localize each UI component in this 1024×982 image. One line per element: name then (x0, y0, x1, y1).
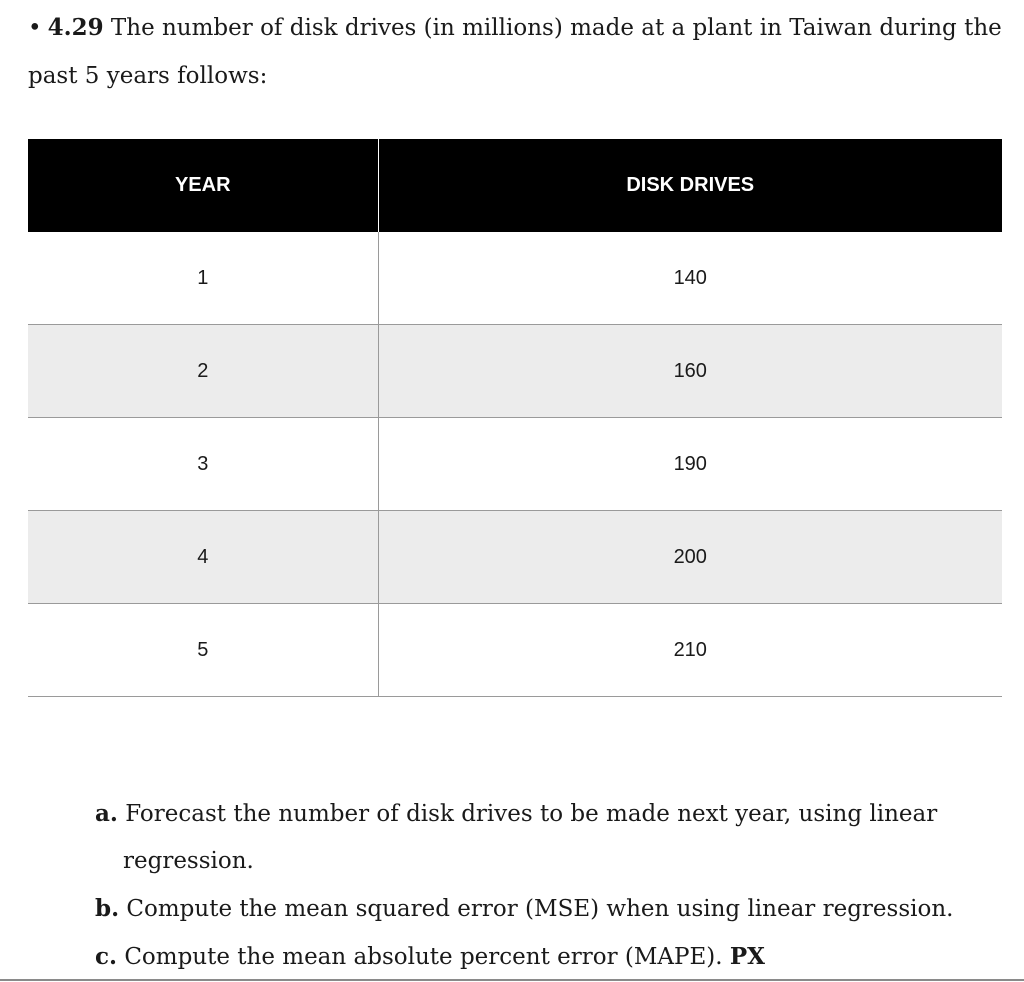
header-disk-drives: DISK DRIVES (378, 139, 1002, 232)
disk-drives-cell: 160 (378, 325, 1002, 418)
year-cell: 3 (28, 418, 378, 511)
problem-number: 4.29 (47, 14, 104, 41)
table-row (28, 232, 1002, 325)
year-cell: 1 (28, 232, 378, 325)
question-tag: PX (729, 943, 766, 970)
question-a (95, 790, 995, 885)
question-list (95, 790, 995, 981)
question-text: Compute the mean squared error (MSE) when using linear regression. (126, 896, 954, 922)
question-label: c. (95, 943, 118, 970)
disk-drives-cell: 200 (378, 511, 1002, 604)
question-b (95, 885, 995, 933)
bullet: • (28, 15, 42, 41)
year-cell: 4 (28, 511, 378, 604)
header-year: YEAR (28, 139, 378, 232)
question-text: Forecast the number of disk drives to be made next year, using linear regression. (123, 801, 938, 874)
year-cell: 2 (28, 325, 378, 418)
table-row (28, 325, 1002, 418)
question-label: a. (95, 800, 118, 827)
disk-drives-cell: 140 (378, 232, 1002, 325)
table-row (28, 418, 1002, 511)
disk-drives-table (28, 139, 1002, 697)
bottom-divider (0, 979, 1024, 981)
table-header-row (28, 139, 1002, 232)
question-label: b. (95, 895, 120, 922)
problem-statement (28, 4, 1008, 100)
table-row (28, 511, 1002, 604)
year-cell: 5 (28, 604, 378, 697)
disk-drives-cell: 210 (378, 604, 1002, 697)
problem-text: The number of disk drives (in millions) made at a plant in Taiwan during the past 5 years follows: (28, 15, 1002, 89)
disk-drives-cell: 190 (378, 418, 1002, 511)
question-text: Compute the mean absolute percent error (MAPE). (124, 944, 723, 970)
question-c (95, 933, 995, 981)
table-row (28, 604, 1002, 697)
